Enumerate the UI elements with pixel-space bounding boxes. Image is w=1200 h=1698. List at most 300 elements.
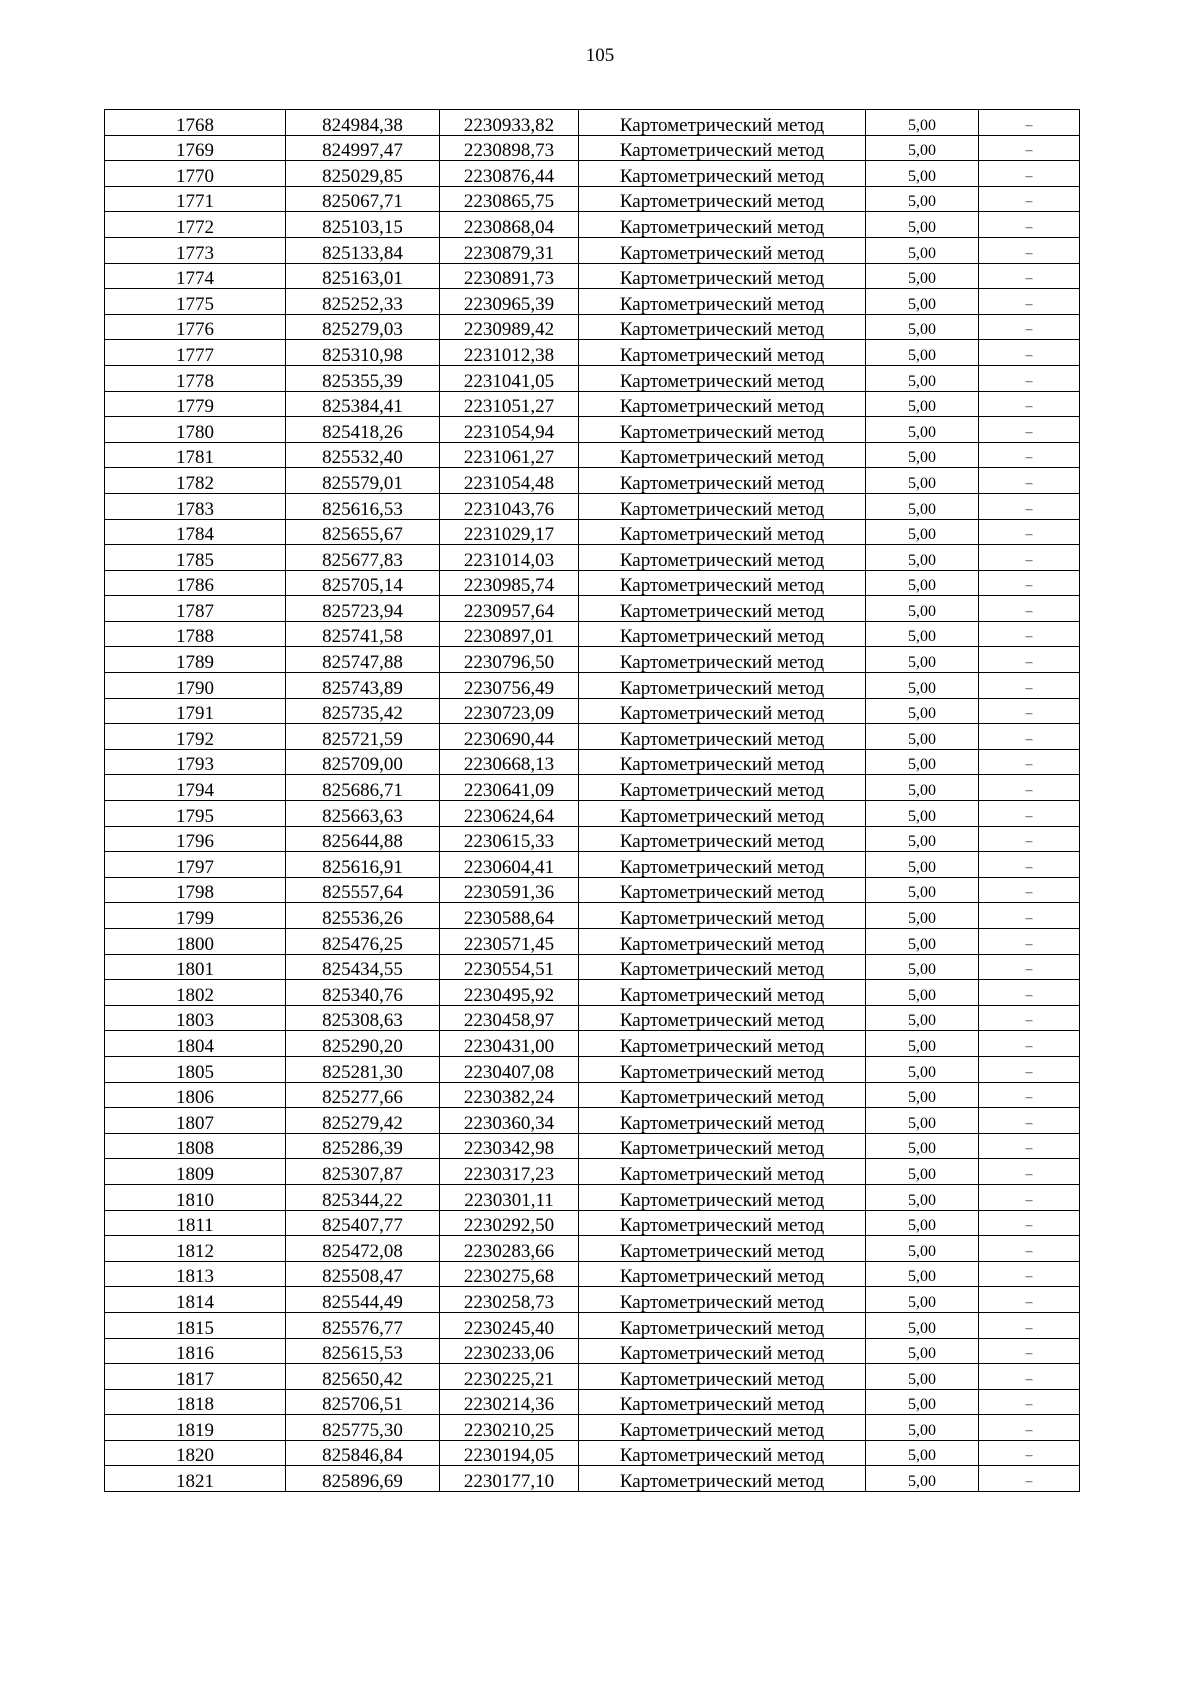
table-row xyxy=(105,519,1080,545)
x-coordinate-cell: 825663,63 xyxy=(286,801,440,827)
point-number-cell: 1821 xyxy=(105,1466,286,1492)
method-cell: Картометрический метод xyxy=(579,647,866,673)
y-coordinate-cell: 2230989,42 xyxy=(440,314,579,340)
method-cell: Картометрический метод xyxy=(579,826,866,852)
table-row xyxy=(105,801,1080,827)
method-cell: Картометрический метод xyxy=(579,1261,866,1287)
note-cell: – xyxy=(979,621,1080,647)
method-cell: Картометрический метод xyxy=(579,852,866,878)
point-number-cell: 1779 xyxy=(105,391,286,417)
accuracy-cell: 5,00 xyxy=(866,1210,979,1236)
accuracy-cell: 5,00 xyxy=(866,1389,979,1415)
note-cell: – xyxy=(979,468,1080,494)
point-number-cell: 1796 xyxy=(105,826,286,852)
note-cell: – xyxy=(979,647,1080,673)
accuracy-cell: 5,00 xyxy=(866,519,979,545)
y-coordinate-cell: 2230292,50 xyxy=(440,1210,579,1236)
method-cell: Картометрический метод xyxy=(579,314,866,340)
note-cell: – xyxy=(979,903,1080,929)
accuracy-cell: 5,00 xyxy=(866,673,979,699)
note-cell: – xyxy=(979,1031,1080,1057)
point-number-cell: 1792 xyxy=(105,724,286,750)
note-cell: – xyxy=(979,570,1080,596)
table-row xyxy=(105,903,1080,929)
y-coordinate-cell: 2230571,45 xyxy=(440,929,579,955)
x-coordinate-cell: 825655,67 xyxy=(286,519,440,545)
y-coordinate-cell: 2230588,64 xyxy=(440,903,579,929)
y-coordinate-cell: 2230690,44 xyxy=(440,724,579,750)
page-number: 105 xyxy=(585,45,615,66)
y-coordinate-cell: 2230868,04 xyxy=(440,212,579,238)
accuracy-cell: 5,00 xyxy=(866,698,979,724)
table-row xyxy=(105,493,1080,519)
method-cell: Картометрический метод xyxy=(579,110,866,136)
x-coordinate-cell: 825277,66 xyxy=(286,1082,440,1108)
x-coordinate-cell: 825476,25 xyxy=(286,929,440,955)
table-row xyxy=(105,1005,1080,1031)
point-number-cell: 1802 xyxy=(105,980,286,1006)
point-number-cell: 1812 xyxy=(105,1236,286,1262)
note-cell: – xyxy=(979,161,1080,187)
note-cell: – xyxy=(979,954,1080,980)
table-row xyxy=(105,647,1080,673)
method-cell: Картометрический метод xyxy=(579,929,866,955)
x-coordinate-cell: 825735,42 xyxy=(286,698,440,724)
point-number-cell: 1813 xyxy=(105,1261,286,1287)
table-row xyxy=(105,289,1080,315)
point-number-cell: 1777 xyxy=(105,340,286,366)
table-row xyxy=(105,161,1080,187)
table-row xyxy=(105,1159,1080,1185)
accuracy-cell: 5,00 xyxy=(866,1440,979,1466)
x-coordinate-cell: 825340,76 xyxy=(286,980,440,1006)
point-number-cell: 1783 xyxy=(105,493,286,519)
method-cell: Картометрический метод xyxy=(579,212,866,238)
method-cell: Картометрический метод xyxy=(579,698,866,724)
table-row xyxy=(105,1184,1080,1210)
note-cell: – xyxy=(979,1108,1080,1134)
accuracy-cell: 5,00 xyxy=(866,1031,979,1057)
accuracy-cell: 5,00 xyxy=(866,980,979,1006)
accuracy-cell: 5,00 xyxy=(866,621,979,647)
table-row xyxy=(105,1056,1080,1082)
point-number-cell: 1820 xyxy=(105,1440,286,1466)
note-cell: – xyxy=(979,1159,1080,1185)
method-cell: Картометрический метод xyxy=(579,1364,866,1390)
note-cell: – xyxy=(979,852,1080,878)
x-coordinate-cell: 825557,64 xyxy=(286,877,440,903)
x-coordinate-cell: 825163,01 xyxy=(286,263,440,289)
method-cell: Картометрический метод xyxy=(579,1210,866,1236)
method-cell: Картометрический метод xyxy=(579,1440,866,1466)
y-coordinate-cell: 2230898,73 xyxy=(440,135,579,161)
accuracy-cell: 5,00 xyxy=(866,1312,979,1338)
point-number-cell: 1799 xyxy=(105,903,286,929)
y-coordinate-cell: 2230554,51 xyxy=(440,954,579,980)
y-coordinate-cell: 2230233,06 xyxy=(440,1338,579,1364)
y-coordinate-cell: 2230275,68 xyxy=(440,1261,579,1287)
method-cell: Картометрический метод xyxy=(579,673,866,699)
method-cell: Картометрический метод xyxy=(579,980,866,1006)
y-coordinate-cell: 2230796,50 xyxy=(440,647,579,673)
table-row xyxy=(105,263,1080,289)
method-cell: Картометрический метод xyxy=(579,545,866,571)
note-cell: – xyxy=(979,1364,1080,1390)
method-cell: Картометрический метод xyxy=(579,1389,866,1415)
note-cell: – xyxy=(979,724,1080,750)
table-row xyxy=(105,237,1080,263)
point-number-cell: 1780 xyxy=(105,417,286,443)
y-coordinate-cell: 2230210,25 xyxy=(440,1415,579,1441)
accuracy-cell: 5,00 xyxy=(866,826,979,852)
note-cell: – xyxy=(979,980,1080,1006)
point-number-cell: 1782 xyxy=(105,468,286,494)
note-cell: – xyxy=(979,1210,1080,1236)
point-number-cell: 1793 xyxy=(105,749,286,775)
point-number-cell: 1790 xyxy=(105,673,286,699)
point-number-cell: 1809 xyxy=(105,1159,286,1185)
x-coordinate-cell: 825472,08 xyxy=(286,1236,440,1262)
x-coordinate-cell: 825741,58 xyxy=(286,621,440,647)
accuracy-cell: 5,00 xyxy=(866,775,979,801)
note-cell: – xyxy=(979,493,1080,519)
accuracy-cell: 5,00 xyxy=(866,1133,979,1159)
y-coordinate-cell: 2230641,09 xyxy=(440,775,579,801)
note-cell: – xyxy=(979,237,1080,263)
point-number-cell: 1800 xyxy=(105,929,286,955)
note-cell: – xyxy=(979,263,1080,289)
method-cell: Картометрический метод xyxy=(579,1236,866,1262)
coordinates-table xyxy=(104,109,1080,1492)
x-coordinate-cell: 825709,00 xyxy=(286,749,440,775)
accuracy-cell: 5,00 xyxy=(866,1415,979,1441)
method-cell: Картометрический метод xyxy=(579,1133,866,1159)
point-number-cell: 1785 xyxy=(105,545,286,571)
table-row xyxy=(105,1031,1080,1057)
table-row xyxy=(105,954,1080,980)
y-coordinate-cell: 2231012,38 xyxy=(440,340,579,366)
x-coordinate-cell: 825252,33 xyxy=(286,289,440,315)
table-row xyxy=(105,1082,1080,1108)
method-cell: Картометрический метод xyxy=(579,1312,866,1338)
method-cell: Картометрический метод xyxy=(579,1031,866,1057)
point-number-cell: 1795 xyxy=(105,801,286,827)
y-coordinate-cell: 2230258,73 xyxy=(440,1287,579,1313)
table-row xyxy=(105,673,1080,699)
note-cell: – xyxy=(979,519,1080,545)
method-cell: Картометрический метод xyxy=(579,1159,866,1185)
note-cell: – xyxy=(979,698,1080,724)
accuracy-cell: 5,00 xyxy=(866,647,979,673)
accuracy-cell: 5,00 xyxy=(866,1466,979,1492)
method-cell: Картометрический метод xyxy=(579,135,866,161)
accuracy-cell: 5,00 xyxy=(866,1364,979,1390)
method-cell: Картометрический метод xyxy=(579,519,866,545)
table-row xyxy=(105,468,1080,494)
accuracy-cell: 5,00 xyxy=(866,801,979,827)
method-cell: Картометрический метод xyxy=(579,775,866,801)
table-row xyxy=(105,1415,1080,1441)
note-cell: – xyxy=(979,1389,1080,1415)
x-coordinate-cell: 825133,84 xyxy=(286,237,440,263)
accuracy-cell: 5,00 xyxy=(866,340,979,366)
point-number-cell: 1773 xyxy=(105,237,286,263)
y-coordinate-cell: 2230407,08 xyxy=(440,1056,579,1082)
method-cell: Картометрический метод xyxy=(579,263,866,289)
x-coordinate-cell: 825615,53 xyxy=(286,1338,440,1364)
point-number-cell: 1798 xyxy=(105,877,286,903)
note-cell: – xyxy=(979,1287,1080,1313)
note-cell: – xyxy=(979,442,1080,468)
y-coordinate-cell: 2231029,17 xyxy=(440,519,579,545)
note-cell: – xyxy=(979,596,1080,622)
y-coordinate-cell: 2230933,82 xyxy=(440,110,579,136)
accuracy-cell: 5,00 xyxy=(866,1261,979,1287)
note-cell: – xyxy=(979,749,1080,775)
x-coordinate-cell: 825579,01 xyxy=(286,468,440,494)
note-cell: – xyxy=(979,135,1080,161)
point-number-cell: 1805 xyxy=(105,1056,286,1082)
y-coordinate-cell: 2230382,24 xyxy=(440,1082,579,1108)
accuracy-cell: 5,00 xyxy=(866,391,979,417)
table-row xyxy=(105,1364,1080,1390)
y-coordinate-cell: 2231061,27 xyxy=(440,442,579,468)
method-cell: Картометрический метод xyxy=(579,1184,866,1210)
note-cell: – xyxy=(979,1082,1080,1108)
note-cell: – xyxy=(979,1466,1080,1492)
method-cell: Картометрический метод xyxy=(579,493,866,519)
accuracy-cell: 5,00 xyxy=(866,1236,979,1262)
accuracy-cell: 5,00 xyxy=(866,1159,979,1185)
table-row xyxy=(105,877,1080,903)
accuracy-cell: 5,00 xyxy=(866,749,979,775)
accuracy-cell: 5,00 xyxy=(866,724,979,750)
x-coordinate-cell: 825723,94 xyxy=(286,596,440,622)
y-coordinate-cell: 2230965,39 xyxy=(440,289,579,315)
accuracy-cell: 5,00 xyxy=(866,237,979,263)
method-cell: Картометрический метод xyxy=(579,1287,866,1313)
note-cell: – xyxy=(979,826,1080,852)
accuracy-cell: 5,00 xyxy=(866,1287,979,1313)
accuracy-cell: 5,00 xyxy=(866,161,979,187)
x-coordinate-cell: 825344,22 xyxy=(286,1184,440,1210)
x-coordinate-cell: 825308,63 xyxy=(286,1005,440,1031)
note-cell: – xyxy=(979,186,1080,212)
method-cell: Картометрический метод xyxy=(579,724,866,750)
y-coordinate-cell: 2230177,10 xyxy=(440,1466,579,1492)
point-number-cell: 1781 xyxy=(105,442,286,468)
table-row xyxy=(105,1389,1080,1415)
x-coordinate-cell: 825310,98 xyxy=(286,340,440,366)
point-number-cell: 1804 xyxy=(105,1031,286,1057)
x-coordinate-cell: 825508,47 xyxy=(286,1261,440,1287)
x-coordinate-cell: 824984,38 xyxy=(286,110,440,136)
note-cell: – xyxy=(979,1236,1080,1262)
accuracy-cell: 5,00 xyxy=(866,1184,979,1210)
point-number-cell: 1816 xyxy=(105,1338,286,1364)
note-cell: – xyxy=(979,340,1080,366)
table-row xyxy=(105,1338,1080,1364)
table-row xyxy=(105,1287,1080,1313)
note-cell: – xyxy=(979,110,1080,136)
x-coordinate-cell: 825279,42 xyxy=(286,1108,440,1134)
table-row xyxy=(105,212,1080,238)
y-coordinate-cell: 2230591,36 xyxy=(440,877,579,903)
point-number-cell: 1786 xyxy=(105,570,286,596)
y-coordinate-cell: 2230615,33 xyxy=(440,826,579,852)
note-cell: – xyxy=(979,801,1080,827)
point-number-cell: 1788 xyxy=(105,621,286,647)
y-coordinate-cell: 2230879,31 xyxy=(440,237,579,263)
note-cell: – xyxy=(979,365,1080,391)
y-coordinate-cell: 2230301,11 xyxy=(440,1184,579,1210)
accuracy-cell: 5,00 xyxy=(866,596,979,622)
point-number-cell: 1789 xyxy=(105,647,286,673)
y-coordinate-cell: 2230985,74 xyxy=(440,570,579,596)
y-coordinate-cell: 2230957,64 xyxy=(440,596,579,622)
y-coordinate-cell: 2231054,48 xyxy=(440,468,579,494)
x-coordinate-cell: 825434,55 xyxy=(286,954,440,980)
accuracy-cell: 5,00 xyxy=(866,1338,979,1364)
accuracy-cell: 5,00 xyxy=(866,877,979,903)
accuracy-cell: 5,00 xyxy=(866,186,979,212)
table-row xyxy=(105,1210,1080,1236)
point-number-cell: 1775 xyxy=(105,289,286,315)
table-row xyxy=(105,110,1080,136)
point-number-cell: 1797 xyxy=(105,852,286,878)
note-cell: – xyxy=(979,775,1080,801)
x-coordinate-cell: 825290,20 xyxy=(286,1031,440,1057)
table-row xyxy=(105,929,1080,955)
method-cell: Картометрический метод xyxy=(579,1338,866,1364)
point-number-cell: 1778 xyxy=(105,365,286,391)
method-cell: Картометрический метод xyxy=(579,1082,866,1108)
x-coordinate-cell: 825896,69 xyxy=(286,1466,440,1492)
table-row xyxy=(105,365,1080,391)
table-row xyxy=(105,749,1080,775)
accuracy-cell: 5,00 xyxy=(866,110,979,136)
method-cell: Картометрический метод xyxy=(579,1415,866,1441)
y-coordinate-cell: 2230865,75 xyxy=(440,186,579,212)
accuracy-cell: 5,00 xyxy=(866,468,979,494)
point-number-cell: 1807 xyxy=(105,1108,286,1134)
accuracy-cell: 5,00 xyxy=(866,570,979,596)
point-number-cell: 1815 xyxy=(105,1312,286,1338)
accuracy-cell: 5,00 xyxy=(866,263,979,289)
y-coordinate-cell: 2231043,76 xyxy=(440,493,579,519)
y-coordinate-cell: 2230431,00 xyxy=(440,1031,579,1057)
y-coordinate-cell: 2230876,44 xyxy=(440,161,579,187)
accuracy-cell: 5,00 xyxy=(866,289,979,315)
method-cell: Картометрический метод xyxy=(579,365,866,391)
x-coordinate-cell: 825532,40 xyxy=(286,442,440,468)
table-row xyxy=(105,621,1080,647)
accuracy-cell: 5,00 xyxy=(866,545,979,571)
y-coordinate-cell: 2230624,64 xyxy=(440,801,579,827)
method-cell: Картометрический метод xyxy=(579,237,866,263)
point-number-cell: 1801 xyxy=(105,954,286,980)
x-coordinate-cell: 825721,59 xyxy=(286,724,440,750)
method-cell: Картометрический метод xyxy=(579,877,866,903)
y-coordinate-cell: 2230604,41 xyxy=(440,852,579,878)
accuracy-cell: 5,00 xyxy=(866,903,979,929)
table-row xyxy=(105,1312,1080,1338)
y-coordinate-cell: 2230897,01 xyxy=(440,621,579,647)
y-coordinate-cell: 2230225,21 xyxy=(440,1364,579,1390)
point-number-cell: 1768 xyxy=(105,110,286,136)
x-coordinate-cell: 825281,30 xyxy=(286,1056,440,1082)
coordinates-table-body xyxy=(105,110,1080,1492)
x-coordinate-cell: 825279,03 xyxy=(286,314,440,340)
method-cell: Картометрический метод xyxy=(579,161,866,187)
point-number-cell: 1818 xyxy=(105,1389,286,1415)
table-row xyxy=(105,340,1080,366)
point-number-cell: 1791 xyxy=(105,698,286,724)
x-coordinate-cell: 825644,88 xyxy=(286,826,440,852)
x-coordinate-cell: 825705,14 xyxy=(286,570,440,596)
accuracy-cell: 5,00 xyxy=(866,493,979,519)
point-number-cell: 1817 xyxy=(105,1364,286,1390)
point-number-cell: 1808 xyxy=(105,1133,286,1159)
note-cell: – xyxy=(979,1261,1080,1287)
point-number-cell: 1776 xyxy=(105,314,286,340)
method-cell: Картометрический метод xyxy=(579,903,866,929)
note-cell: – xyxy=(979,417,1080,443)
table-row xyxy=(105,1466,1080,1492)
y-coordinate-cell: 2230360,34 xyxy=(440,1108,579,1134)
method-cell: Картометрический метод xyxy=(579,621,866,647)
y-coordinate-cell: 2231014,03 xyxy=(440,545,579,571)
y-coordinate-cell: 2230283,66 xyxy=(440,1236,579,1262)
note-cell: – xyxy=(979,673,1080,699)
method-cell: Картометрический метод xyxy=(579,340,866,366)
x-coordinate-cell: 825576,77 xyxy=(286,1312,440,1338)
accuracy-cell: 5,00 xyxy=(866,852,979,878)
note-cell: – xyxy=(979,1184,1080,1210)
table-row xyxy=(105,391,1080,417)
point-number-cell: 1794 xyxy=(105,775,286,801)
note-cell: – xyxy=(979,1056,1080,1082)
table-row xyxy=(105,417,1080,443)
y-coordinate-cell: 2230723,09 xyxy=(440,698,579,724)
accuracy-cell: 5,00 xyxy=(866,135,979,161)
table-row xyxy=(105,442,1080,468)
method-cell: Картометрический метод xyxy=(579,749,866,775)
table-row xyxy=(105,570,1080,596)
accuracy-cell: 5,00 xyxy=(866,1082,979,1108)
x-coordinate-cell: 825846,84 xyxy=(286,1440,440,1466)
note-cell: – xyxy=(979,1415,1080,1441)
x-coordinate-cell: 825029,85 xyxy=(286,161,440,187)
note-cell: – xyxy=(979,1005,1080,1031)
method-cell: Картометрический метод xyxy=(579,570,866,596)
table-row xyxy=(105,1261,1080,1287)
accuracy-cell: 5,00 xyxy=(866,1005,979,1031)
x-coordinate-cell: 825286,39 xyxy=(286,1133,440,1159)
method-cell: Картометрический метод xyxy=(579,1056,866,1082)
x-coordinate-cell: 825616,91 xyxy=(286,852,440,878)
note-cell: – xyxy=(979,929,1080,955)
point-number-cell: 1774 xyxy=(105,263,286,289)
table-row xyxy=(105,1440,1080,1466)
table-row xyxy=(105,186,1080,212)
x-coordinate-cell: 825616,53 xyxy=(286,493,440,519)
point-number-cell: 1806 xyxy=(105,1082,286,1108)
x-coordinate-cell: 825407,77 xyxy=(286,1210,440,1236)
y-coordinate-cell: 2230317,23 xyxy=(440,1159,579,1185)
x-coordinate-cell: 824997,47 xyxy=(286,135,440,161)
table-row xyxy=(105,135,1080,161)
